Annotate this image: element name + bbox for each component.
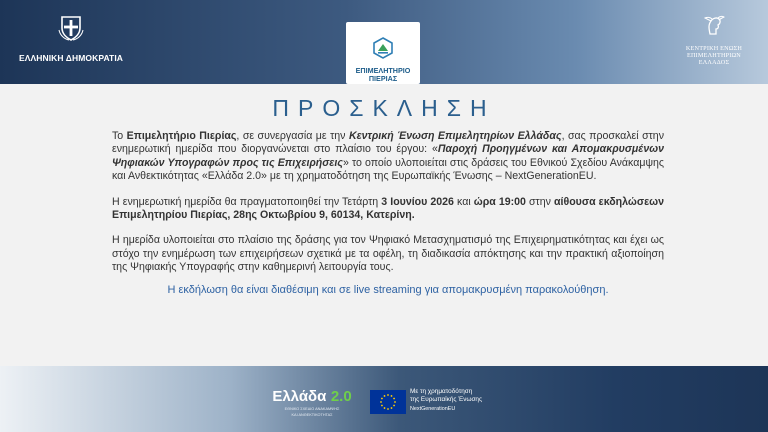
footer-banner: [0, 366, 768, 432]
body-text: Το: [112, 130, 127, 142]
eu-flag-icon: [370, 390, 406, 414]
eu-funding-line-3: NextGenerationEU: [410, 406, 456, 412]
emphasized-text: Παροχή Προηγμένων και Απομακρυσμένων Ψηφιακών Υπογραφών προς τις Επιχειρήσεις: [112, 143, 664, 169]
greece-2-0-subtitle-2: ΚΑΙ ΑΝΘΕΚΤΙΚΟΤΗΤΑΣ: [291, 412, 333, 417]
greece-2-0-subtitle-1: ΕΘΝΙΚΟ ΣΧΕΔΙΟ ΑΝΑΚΑΜΨΗΣ: [284, 407, 340, 411]
body-text: Η ημερίδα υλοποιείται στο πλαίσιο της δράσης για τον Ψηφιακό Μετασχηματισμό της Επιχειρηματικότητας και έχει ως στόχο την ενημέρωση των επιχειρήσεων σχετικά με τα οφέλη, τη διαδικασία απόκτησης και την πρακτική αξιοποίηση της Ψηφιακής Υπογραφής στην καθημερινή λειτουργία τους.: [112, 234, 664, 274]
chamber-logo-icon: [371, 36, 395, 60]
union-branding: [674, 14, 754, 66]
body-text: » το οποίο υλοποιείται στις δράσεις του Εθνικού Σχεδίου Ανάκαμψης και Ανθεκτικότητας «Ελλάδα 2.0» με τη χρηματοδότηση της Ευρωπαϊκής Ένωσης – NextGenerationEU.: [112, 156, 664, 183]
greece-2-0-name: Ελλάδα: [272, 388, 327, 405]
hermes-head-icon: [703, 14, 725, 36]
body-text: Η ενημερωτική ημερίδα θα πραγματοποιηθεί την Τετάρτη: [112, 195, 382, 208]
body-text: στην: [525, 195, 555, 208]
emphasized-text: Κεντρική Ένωση Επιμελητηρίων Ελλάδας: [348, 130, 562, 142]
emphasized-text: αίθουσα εκδηλώσεων Επιμελητηρίου Πιερίας, 28ης Οκτωβρίου 9, 60134, Κατερίνη.: [112, 195, 664, 222]
chamber-logo-title-2: ΠΙΕΡΙΑΣ: [368, 74, 398, 83]
union-name-line-3: ΕΛΛΑΔΟΣ: [698, 59, 730, 66]
eu-star: [394, 401, 396, 403]
eu-star: [381, 398, 383, 400]
invitation-body: [112, 130, 664, 309]
eu-star: [387, 408, 389, 410]
header-banner: [0, 0, 768, 84]
eu-funding-line-1: Με τη χρηματοδότηση: [410, 388, 473, 395]
chamber-logo: [346, 22, 420, 84]
government-name: ΕΛΛΗΝΙΚΗ ΔΗΜΟΚΡΑΤΙΑ: [18, 53, 124, 63]
chamber-logo-title-1: ΕΠΙΜΕΛΗΤΗΡΙΟ: [355, 66, 411, 75]
eu-star: [391, 407, 393, 409]
body-text: , σας προσκαλεί στην ενημερωτική ημερίδα που διοργανώνεται στο πλαίσιο του έργου: «: [112, 130, 664, 156]
emphasized-text: Επιμελητήριο Πιερίας: [126, 130, 237, 142]
eu-star: [381, 405, 383, 407]
live-streaming-note: Η εκδήλωση θα είναι διαθέσιμη και σε live streaming για απομακρυσμένη παρακολούθηση.: [167, 283, 609, 296]
greek-coat-of-arms-icon: [57, 14, 85, 42]
union-name-line-1: ΚΕΝΤΡΙΚΗ ΕΝΩΣΗ: [685, 45, 743, 52]
emphasized-text: 3 Ιουνίου 2026: [381, 195, 454, 208]
eu-star: [393, 405, 395, 407]
invitation-title: ΠΡΟΣΚΛΗΣΗ: [272, 95, 496, 121]
event-details-paragraph: [112, 196, 664, 223]
purpose-paragraph: [112, 234, 664, 274]
eu-star: [391, 395, 393, 397]
body-text: , σε συνεργασία με την: [236, 130, 349, 142]
eu-star: [393, 398, 395, 400]
eu-star: [380, 401, 382, 403]
eu-star: [387, 394, 389, 396]
eu-star: [384, 395, 386, 397]
eu-star: [384, 407, 386, 409]
eu-funding-label: [410, 388, 520, 413]
union-name-line-2: ΕΠΙΜΕΛΗΤΗΡΙΩΝ: [687, 52, 741, 59]
greece-2-0-logo: [262, 388, 362, 417]
body-text: και: [453, 195, 474, 208]
government-branding: [16, 14, 126, 63]
intro-paragraph: [112, 130, 664, 184]
emphasized-text: ώρα 19:00: [473, 195, 526, 208]
greece-2-0-number: 2.0: [330, 388, 352, 405]
eu-funding-line-2: της Ευρωπαϊκής Ένωσης: [410, 396, 483, 403]
